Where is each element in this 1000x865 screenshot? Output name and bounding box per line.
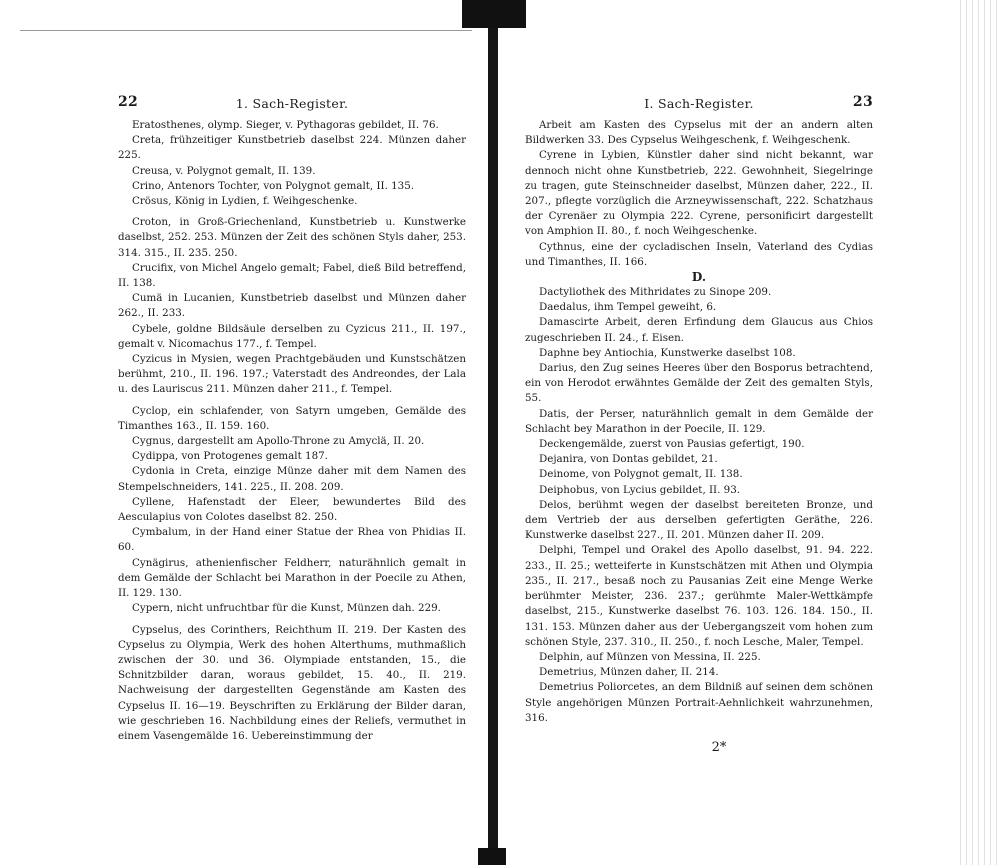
index-entry: Cythnus, eine der cycladischen Inseln, Vaterland des Cydias und Timanthes, II. 166. [525,240,873,268]
index-entry: Daphne bey Antiochia, Kunstwerke daselbst 108. [539,346,796,359]
index-entry: Eratosthenes, olymp. Sieger, v. Pythagoras gebildet, II. 76. [132,119,439,131]
index-entry: Demetrius, Münzen daher, II. 214. [539,666,719,679]
index-entry: Delos, berühmt wegen der daselbst bereiteten Bronze, und dem Vertrieb der aus derselben gefertigten Geräthe, 226. Kunstwerke daselbst 227., II. 201. Münzen daher II. 209. [525,498,873,542]
index-entry: Delphi, Tempel und Orakel des Apollo daselbst, 91. 94. 222. 233., II. 25.; wetteiferte in Kunstschätzen mit Athen und Olympia 235., II. 217., besaß noch zu Pausanias Zeit eine Menge Werke berühmter Meister, 236. 237.; gerühmte Maler-Wettkämpfe daselbst, 215., Kunstwerke daselbst 76. 103. 126. 184. 150., II. 131. 153. Münzen daher aus der Uebergangszeit vom hohen zum schönen Style, 237. 310., II. 250., f. noch Lesche, Maler, Tempel. [525,544,873,648]
index-entry: Deckengemälde, zuerst von Pausias gefertigt, 190. [539,438,805,451]
index-entry: Delphin, auf Münzen von Messina, II. 225. [539,650,761,663]
right-entry-list-c [525,118,873,270]
right-page [525,94,873,755]
index-entry: Cydonia in Creta, einzige Münze daher mit dem Namen des Stempelschneiders, 141. 225., II. 208. 209. [118,465,466,493]
index-entry: Cynägirus, athenienfischer Feldherr, naturähnlich gemalt in dem Gemälde der Schlacht bei Marathon in der Poecile zu Athen, II. 129. 130. [118,556,466,600]
left-page [118,94,466,744]
index-entry: Cyzicus in Mysien, wegen Prachtgebäuden und Kunstschätzen berühmt, 210., II. 196. 197.; Vaterstadt des Andreondes, der Lala u. des Lauriscus 211. Münzen daher 211., f. Tempel. [118,353,466,396]
index-entry: Cygnus, dargestellt am Apollo-Throne zu Amyclä, II. 20. [132,435,425,448]
index-entry: Cymbalum, in der Hand einer Statue der Rhea von Phidias II. 60. [118,526,466,554]
index-entry: Cyllene, Hafenstadt der Eleer, bewundertes Bild des Aesculapius von Colotes daselbst 82. 250. [118,495,466,524]
index-entry: Cydippa, von Protogenes gemalt 187. [132,450,328,463]
index-entry: Crösus, König in Lydien, f. Weihgeschenke. [132,195,358,208]
index-entry: Cumä in Lucanien, Kunstbetrieb daselbst und Münzen daher 262., II. 233. [118,292,466,320]
index-entry: Damascirte Arbeit, deren Erfindung dem Glaucus aus Chios zugeschrieben II. 24., f. Eisen. [525,316,873,344]
index-entry: Cypselus, des Corinthers, Reichthum II. 219. Der Kasten des Cypselus zu Olympia, Werk des hohen Alterthums, muthmaßlich zwischen der 30. und 36. Olympiade entstanden, 15., die Schnitzbilder daran, woraus gebildet, 15. 40., II. 219. Nachweisung der dargestellten Gegenstände am Kasten des Cypselus II. 16—19. Beyschriften zu Erklärung der Bilder daran, wie geschrieben 16. Nachbildung eines der Reliefs, vermuthet in einem Vasengemälde 16. Uebereinstimmung der [118,623,466,742]
index-entry: Creta, frühzeitiger Kunstbetrieb daselbst 224. Münzen daher 225. [118,134,466,162]
right-page-header [525,94,873,118]
index-entry: Arbeit am Kasten des Cypselus mit der an andern alten Bildwerken 33. Des Cypselus Weihgeschenk, f. Weihgeschenk. [525,119,873,147]
left-entry-list [118,118,466,744]
index-entry: Dejanira, von Dontas gebildet, 21. [539,453,718,466]
index-entry: Demetrius Poliorcetes, an dem Bildniß auf seinen dem schönen Style angehörigen Münzen Portrait-Aehnlichkeit wahrzunehmen, 316. [525,681,873,724]
index-entry: Cyrene in Lybien, Künstler daher sind nicht bekannt, war dennoch nicht ohne Kunstbetrieb, 222. Gewohnheit, Siegelringe zu tragen, gute Steinschneider daselbst, Münzen daher, 222., II. 207., pflegte vorzüglich die Arzneywissenschaft, 222. Schatzhaus der Cyrenäer zu Olympia 222. Cyrene, personificirt dargestellt von Amphion II. 80., f. noch Weihgeschenke. [525,149,873,238]
left-page-header [118,94,466,118]
index-entry: Darius, den Zug seines Heeres über den Bosporus betrachtend, ein von Herodot erwähntes Gemälde der Zeit des gemalten Styls, 55. [525,362,873,405]
left-page-number: 22 [118,94,139,110]
index-entry: Creusa, v. Polygnot gemalt, II. 139. [132,164,316,177]
page-edge-shadow [958,0,1000,865]
index-entry: Cybele, goldne Bildsäule derselben zu Cyzicus 211., II. 197., gemalt v. Nicomachus 177., f. Tempel. [118,322,466,350]
index-entry: Datis, der Perser, naturähnlich gemalt in dem Gemälde der Schlacht bey Marathon in der Poecile, II. 129. [525,407,873,435]
index-entry: Croton, in Groß-Griechenland, Kunstbetrieb u. Kunstwerke daselbst, 252. 253. Münzen der Zeit des schönen Styls daher, 253. 314. 315., II. 235. 250. [118,216,466,259]
index-entry: Deiphobus, von Lycius gebildet, II. 93. [539,483,741,496]
index-entry: Crino, Antenors Tochter, von Polygnot gemalt, II. 135. [132,179,415,192]
right-running-title: I. Sach-Register. [644,96,754,111]
index-entry: Cypern, nicht unfruchtbar für die Kunst, Münzen dah. 229. [132,602,441,615]
left-running-title: 1. Sach-Register. [235,96,349,111]
index-entry: Dactyliothek des Mithridates zu Sinope 209. [539,286,772,299]
right-page-number: 23 [852,94,873,110]
book-spine [484,0,504,865]
index-entry: Daedalus, ihm Tempel geweiht, 6. [539,301,717,314]
signature-mark: 2* [711,739,727,755]
index-entry: Cyclop, ein schlafender, von Satyrn umgeben, Gemälde des Timanthes 163., II. 159. 160. [118,404,466,432]
right-entry-list-d [525,285,873,726]
section-letter-heading: D. [691,270,707,285]
index-entry: Deinome, von Polygnot gemalt, II. 138. [539,468,743,481]
index-entry: Crucifix, von Michel Angelo gemalt; Fabel, dieß Bild betreffend, II. 138. [118,261,466,290]
top-rule [20,30,472,31]
